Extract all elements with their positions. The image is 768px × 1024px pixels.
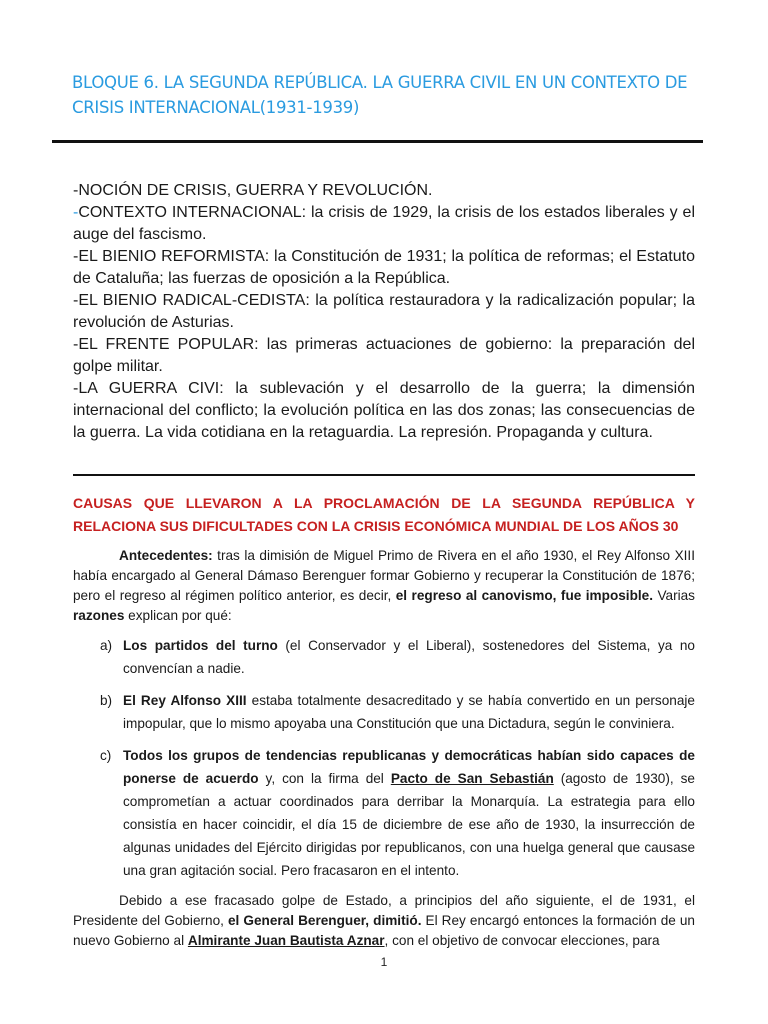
almirante-aznar-link[interactable]: Almirante Juan Bautista Aznar [187,933,385,948]
list-item: b) El Rey Alfonso XIII estaba totalmente desacreditado y se había convertido en un personaje impopular, que lo mismo apoyaba una Constitución que una Dictadura, según le conviniera. [73,689,695,735]
list-item: c) Todos los grupos de tendencias republicanas y democráticas habían sido capaces de ponerse de acuerdo y, con la firma del Pacto de San Sebastián (agosto de 1930), se comprometían a actuar coordinados para derribar la Monarquía. La estrategia para ello consistía en hacer coincidir, el día 15 de diciembre de ese año de 1930, la insurrección de algunas unidades del Ejército dirigidas por republicanos, con una huelga general que causase una gran agitación social. Pero fracasaron en el intento. [73,744,695,882]
reasons-list [73,634,695,882]
syllabus-item: -EL BIENIO RADICAL-CEDISTA: la política restauradora y la radicalización popular; la revolución de Asturias. [73,292,696,331]
list-marker: c) [100,748,112,763]
section-body [73,546,695,951]
list-item: a) Los partidos del turno (el Conservador y el Liberal), sostenedores del Sistema, ya no convencían a nadie. [73,634,695,680]
syllabus-item: -NOCIÓN DE CRISIS, GUERRA Y REVOLUCIÓN. [73,182,433,199]
block-title: BLOQUE 6. LA SEGUNDA REPÚBLICA. LA GUERRA CIVIL EN UN CONTEXTO DE CRISIS INTERNACIONAL(1931-1939) [72,73,688,117]
section-divider [73,474,695,476]
syllabus-item: -CONTEXTO INTERNACIONAL: la crisis de 1929, la crisis de los estados liberales y el auge del fascismo. [73,204,695,243]
syllabus-item: -EL FRENTE POPULAR: las primeras actuaciones de gobierno: la preparación del golpe militar. [73,336,695,375]
title-divider [52,140,703,143]
pacto-san-sebastian-link[interactable]: Pacto de San Sebastián [390,771,554,786]
syllabus-item: -EL BIENIO REFORMISTA: la Constitución de 1931; la política de reformas; el Estatuto de Cataluña; las fuerzas de oposición a la República. [73,248,695,287]
list-marker: a) [100,638,113,653]
syllabus-item: -LA GUERRA CIVI: la sublevación y el desarrollo de la guerra; la dimensión internacional del conflicto; la evolución política en las dos zonas; las consecuencias de la guerra. La vida cotidiana en la retaguardia. La represión. Propaganda y cultura. [73,380,696,441]
section-heading: CAUSAS QUE LLEVARON A LA PROCLAMACIÓN DE LA SEGUNDA REPÚBLICA Y RELACIONA SUS DIFICULTADES CON LA CRISIS ECONÓMICA MUNDIAL DE LOS AÑOS 30 [73,495,695,534]
list-marker: b) [100,693,113,708]
closing-paragraph: Debido a ese fracasado golpe de Estado, a principios del año siguiente, el de 1931, el Presidente del Gobierno, el General Berenguer, dimitió. El Rey encargó entonces la formación de un nuevo Gobierno al Almirante Juan Bautista Aznar, con el objetivo de convocar elecciones, para [73,893,695,948]
syllabus-list [73,180,695,444]
intro-paragraph: Antecedentes: tras la dimisión de Miguel Primo de Rivera en el año 1930, el Rey Alfonso XIII había encargado al General Dámaso Berenguer formar Gobierno y recuperar la Constitución de 1876; pero el regreso al régimen político anterior, es decir, el regreso al canovismo, fue imposible. Varias razones explican por qué: [73,548,695,623]
page-number: 1 [380,955,388,969]
